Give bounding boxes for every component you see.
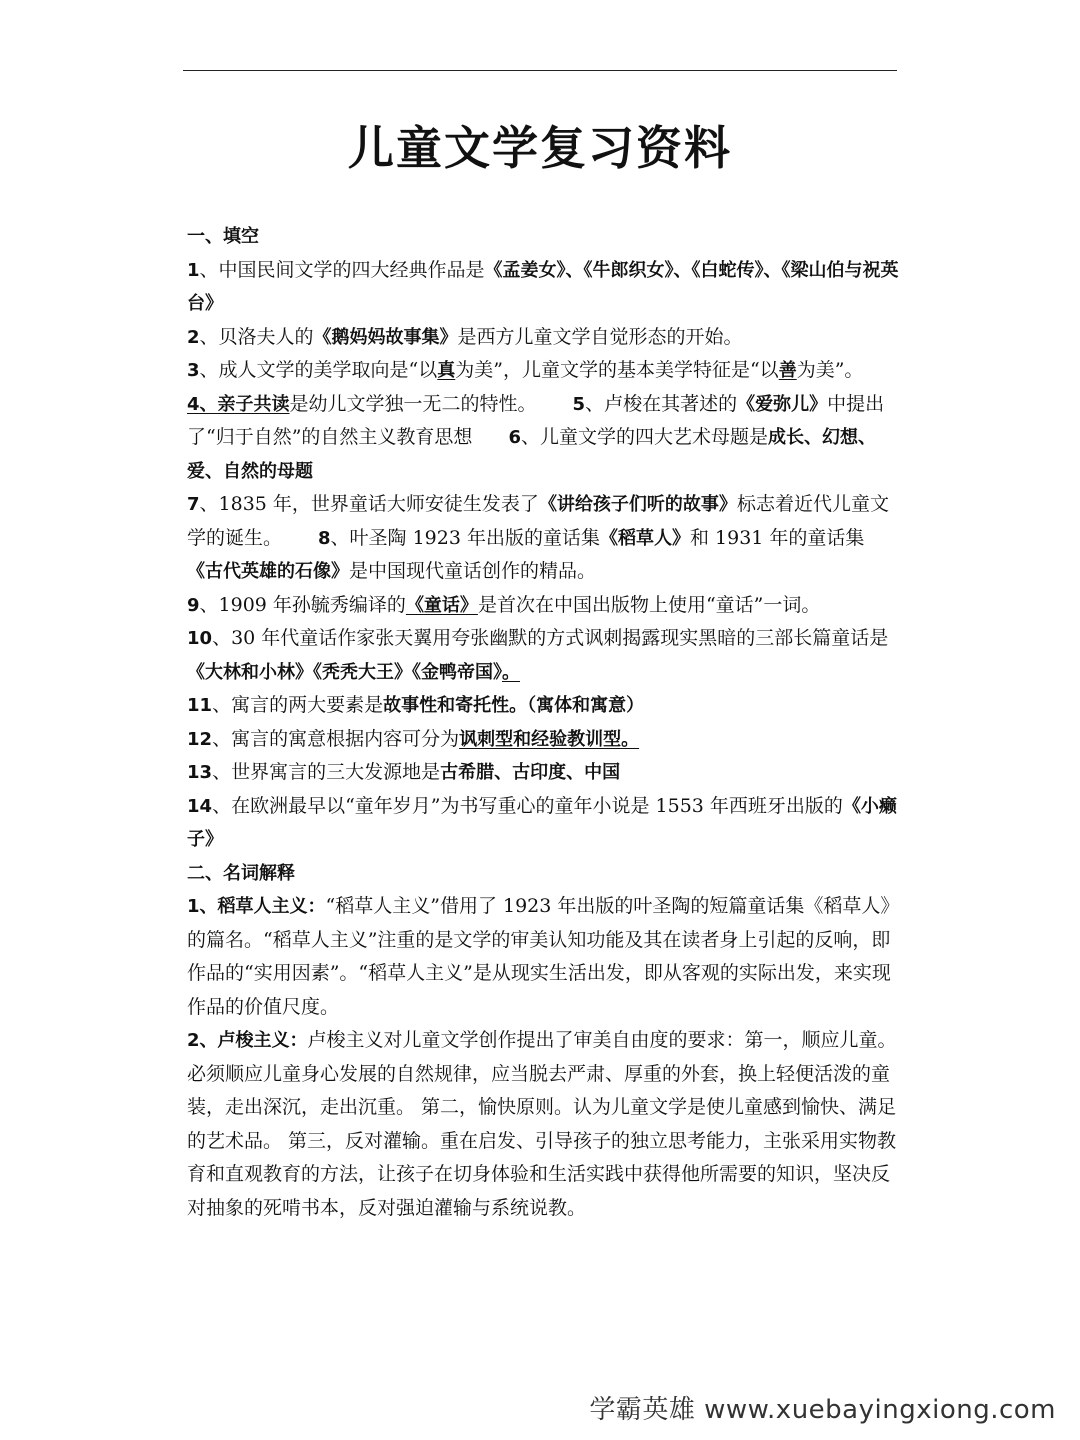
question-1: 1、中国民间文学的四大经典作品是《孟姜女》、《牛郎织女》、《白蛇传》、《梁山伯与祝英台》 bbox=[187, 258, 899, 314]
question-11: 11、寓言的两大要素是故事性和寄托性。（寓体和寓意） bbox=[187, 694, 645, 716]
term-label: 2、卢梭主义： bbox=[187, 1030, 308, 1051]
section-heading-fill-in: 一、填空 bbox=[187, 226, 259, 247]
answer: 4、亲子共读 bbox=[187, 393, 290, 415]
answer: 善 bbox=[778, 360, 797, 381]
answer: 《大林和小林》《秃秃大王》《金鸭帝国》 bbox=[187, 661, 502, 683]
document-title: 儿童文学复习资料 bbox=[348, 121, 732, 175]
question-10: 10、30 年代童话作家张天翼用夸张幽默的方式讽刺揭露现实黑暗的三部长篇童话是《大林和小林》《秃秃大王》《金鸭帝国》。 bbox=[187, 627, 889, 683]
header-rule bbox=[183, 70, 897, 71]
questions-4-6: 4、亲子共读是幼儿文学独一无二的特性。 5、卢梭在其著述的《爱弥儿》中提出了“归于自然”的自然主义教育思想 6、儿童文学的四大艺术母题是成长、幻想、爱、自然的母题 bbox=[187, 392, 885, 482]
term-2: 2、卢梭主义：卢梭主义对儿童文学创作提出了审美自由度的要求：第一，顺应儿童。必须顺应儿童身心发展的自然规律，应当脱去严肃、厚重的外套，换上轻便活泼的童装，走出深沉，走出沉重。 第二，愉快原则。认为儿童文学是使儿童感到愉快、满足的艺术品。 第三，反对灌输。重在启发、引导孩子的独立思考能力，主张采用实物教育和直观教育的方法，让孩子在切身体验和生活实践中获得他所需要的知识，坚决反对抽象的死啃书本，反对强迫灌输与系统说教。 bbox=[187, 1029, 897, 1219]
term-1: 1、稻草人主义：“稻草人主义”借用了 1923 年出版的叶圣陶的短篇童话集《稻草人》的篇名。“稻草人主义”注重的是文学的审美认知功能及其在读者身上引起的反响，即作品的“实用因素”。“稻草人主义”是从现实生活出发，即从客观的实际出发，来实现作品的价值尺度。 bbox=[187, 895, 891, 1018]
question-12: 12、寓言的寓意根据内容可分为讽刺型和经验教训型。 bbox=[187, 727, 640, 750]
section-heading-terms: 二、名词解释 bbox=[187, 862, 295, 884]
answer: 《童话》 bbox=[405, 594, 478, 616]
answer: 《稻草人》 bbox=[599, 527, 690, 549]
answer: 古希腊、古印度、中国 bbox=[440, 762, 621, 783]
answer: 《鹅妈妈故事集》 bbox=[313, 326, 458, 348]
answer: 《讲给孩子们听的故事》 bbox=[538, 494, 737, 515]
question-13: 13、世界寓言的三大发源地是古希腊、古印度、中国 bbox=[187, 761, 621, 783]
term-label: 1、稻草人主义： bbox=[187, 896, 326, 917]
question-14: 14、在欧洲最早以“童年岁月”为书写重心的童年小说是 1553 年西班牙出版的《小癞子》 bbox=[187, 794, 897, 850]
answer: 真 bbox=[437, 360, 456, 381]
question-9: 9、1909 年孙毓秀编译的《童话》是首次在中国出版物上使用“童话”一词。 bbox=[187, 593, 821, 616]
answer: 《爱弥儿》 bbox=[737, 393, 828, 415]
questions-7-8: 7、1835 年，世界童话大师安徒生发表了《讲给孩子们听的故事》标志着近代儿童文学的诞生。 8、叶圣陶 1923 年出版的童话集《稻草人》和 1931 年的童话集《古代英雄的石像》是中国现代童话创作的精品。 bbox=[187, 493, 889, 582]
answer: 《孟姜女》、《牛郎织女》、《白蛇传》、《梁山伯与祝英台》 bbox=[187, 259, 899, 314]
answer: 故事性和寄托性。（寓体和寓意） bbox=[383, 695, 645, 716]
question-2: 2、贝洛夫人的《鹅妈妈故事集》是西方儿童文学自觉形态的开始。 bbox=[187, 325, 743, 348]
answer: 成长、幻想、爱、自然的母题 bbox=[187, 427, 876, 482]
answer: 讽刺型和经验教训型。 bbox=[459, 728, 640, 750]
document-body bbox=[187, 220, 899, 1225]
answer: 《古代英雄的石像》 bbox=[187, 561, 349, 582]
answer: 《小癞子》 bbox=[187, 795, 897, 850]
watermark-footer: 学霸英雄 www.xuebayingxiong.com bbox=[589, 1395, 1056, 1425]
question-3: 3、成人文学的美学取向是“以真为美”，儿童文学的基本美学特征是“以善为美”。 bbox=[187, 359, 864, 381]
